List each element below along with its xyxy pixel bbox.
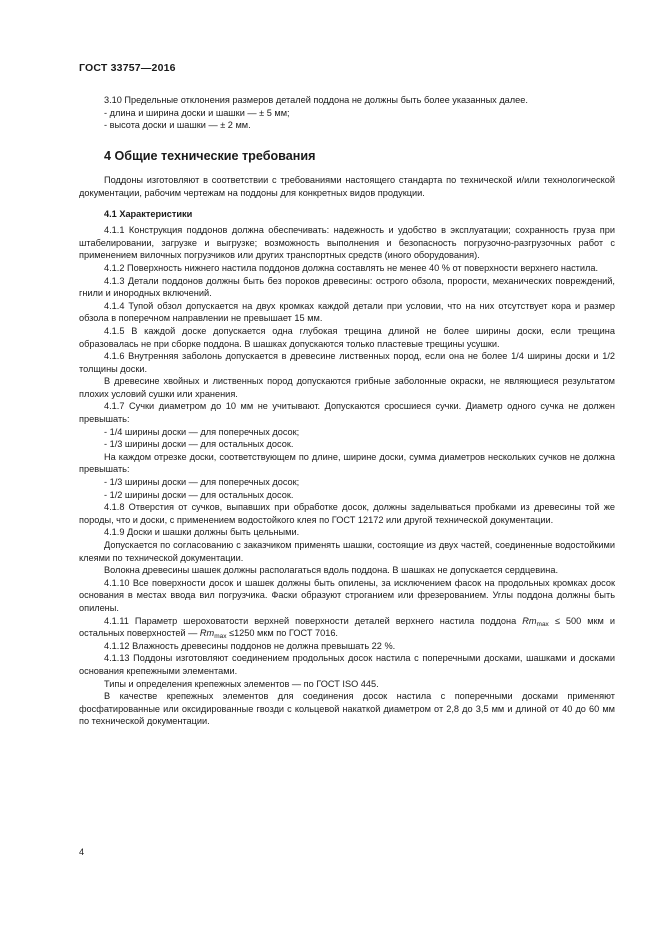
clause-4-1-9-note: Допускается по согласованию с заказчиком применять шашки, состоящие из двух частей, соединенные водостойкими клеями по технической документации.: [79, 540, 615, 563]
section-title: 4 Общие технические требования: [104, 148, 316, 163]
clause-3-10: 3.10 Предельные отклонения размеров деталей поддона не должны быть более указанных далее.: [104, 95, 528, 105]
rm-subscript: max: [214, 633, 227, 641]
rm-symbol: Rm: [199, 628, 215, 639]
list-item: - длина и ширина доски и шашки — ± 5 мм;: [104, 107, 290, 118]
section-intro: Поддоны изготовляют в соответствии с требованиями настоящего стандарта по технической и/или технологической документации, рабочим чертежам на поддоны для конкретных видов продукции.: [79, 175, 615, 198]
clause-4-1-9-fibers: Волокна древесины шашек должны располагаться вдоль поддона. В шашках не допускается сердцевина.: [104, 565, 559, 576]
clause-4-1-11-part2: ≤1250 мкм по ГОСТ 7016.: [226, 628, 338, 639]
clause-4-1-3: 4.1.3 Детали поддонов должны быть без пороков древесины: острого обзола, прорости, механических повреждений, гнили и инородных включений.: [79, 275, 615, 299]
clause-4-1-7: 4.1.7 Сучки диаметром до 10 мм не учитывают. Допускаются сросшиеся сучки. Диаметр одного сучка не должен превышать:: [79, 401, 615, 425]
document-header: ГОСТ 33757—2016: [79, 62, 176, 74]
rm-subscript: max: [536, 620, 549, 628]
clause-4-1-13-types: Типы и определения крепежных элементов — по ГОСТ ISO 445.: [104, 678, 379, 689]
clause-4-1-11: [79, 615, 615, 640]
clause-4-1-10: 4.1.10 Все поверхности досок и шашек должны быть опилены, за исключением фасок на продольных кромках досок основания в местах ввода вил погрузчика. Фаски образуют строганием или фрезерованием. Углы поддона должны быть опилены.: [79, 577, 615, 613]
clause-4-1-6-note: В древесине хвойных и лиственных пород допускаются грибные заболонные окраски, не являющиеся результатом плохих условий сушки или хранения.: [79, 376, 615, 399]
clause-4-1-13: 4.1.13 Поддоны изготовляют соединением продольных досок настила с поперечными досками, шашками и досками основания крепежными элементами.: [79, 653, 615, 676]
clause-4-1-7-sum: На каждом отрезке доски, соответствующем по длине, ширине доски, сумма диаметров нескольких сучков не должна превышать:: [79, 451, 615, 475]
list-item: - 1/3 ширины доски — для остальных досок.: [104, 439, 294, 450]
clause-4-1-8: 4.1.8 Отверстия от сучков, выпавших при обработке досок, должны заделываться пробками из древесины той же породы, что и доски, с применением водостойкого клея по ГОСТ 12172 или другой технической документации.: [79, 502, 615, 525]
clause-4-1-1: 4.1.1 Конструкция поддонов должна обеспечивать: надежность и удобство в эксплуатации; сохранность груза при штабелировании, загрузке и выгрузке; возможность выполнения и безопасность погрузочно-разгрузочных работ с применением вилочных погрузчиков или других транспортных средств (иного оборудования).: [79, 225, 615, 261]
clause-4-1-6: 4.1.6 Внутренняя заболонь допускается в древесине лиственных пород, если она не более 1/4 ширины доски и 1/2 толщины доски.: [79, 351, 615, 374]
clause-4-1-12: 4.1.12 Влажность древесины поддонов не должна превышать 22 %.: [104, 640, 396, 651]
clause-4-1-4: 4.1.4 Тупой обзол допускается на двух кромках каждой детали при условии, что на них отсутствует кора и размер обзола в поперечном направлении не превышает 15 мм.: [79, 300, 615, 324]
clause-4-1-11-lead: 4.1.11 Параметр шероховатости верхней поверхности деталей верхнего настила поддона: [104, 615, 517, 626]
page-number: 4: [79, 847, 85, 857]
list-item: - 1/4 ширины доски — для поперечных досок;: [104, 426, 300, 437]
subsection-title: 4.1 Характеристики: [104, 208, 193, 219]
list-item: - высота доски и шашки — ± 2 мм.: [104, 120, 251, 131]
clause-4-1-5: 4.1.5 В каждой доске допускается одна глубокая трещина длиной не более ширины доски, если трещина образовалась не при сборке поддона. В шашках допускаются только пластевые трещины усушки.: [79, 325, 615, 349]
page-content: [79, 94, 615, 728]
clause-4-1-2: 4.1.2 Поверхность нижнего настила поддонов должна составлять не менее 40 % от поверхности верхнего настила.: [104, 262, 599, 273]
rm-symbol: Rm: [522, 615, 537, 626]
clause-4-1-13-nails: В качестве крепежных элементов для соединения досок настила с поперечными досками применяют фосфатированные или оксидированные гвозди с кольцевой накаткой диаметром от 2,8 до 3,5 мм и длиной от 40 до 60 мм по технической документации.: [79, 691, 615, 727]
list-item: - 1/3 ширины доски — для поперечных досок;: [104, 477, 300, 488]
clause-4-1-9: 4.1.9 Доски и шашки должны быть цельными.: [104, 527, 300, 538]
list-item: - 1/2 ширины доски — для остальных досок.: [104, 489, 294, 500]
clause-4-1-11-part1: ≤ 500 мкм и остальных поверхностей —: [79, 615, 615, 639]
